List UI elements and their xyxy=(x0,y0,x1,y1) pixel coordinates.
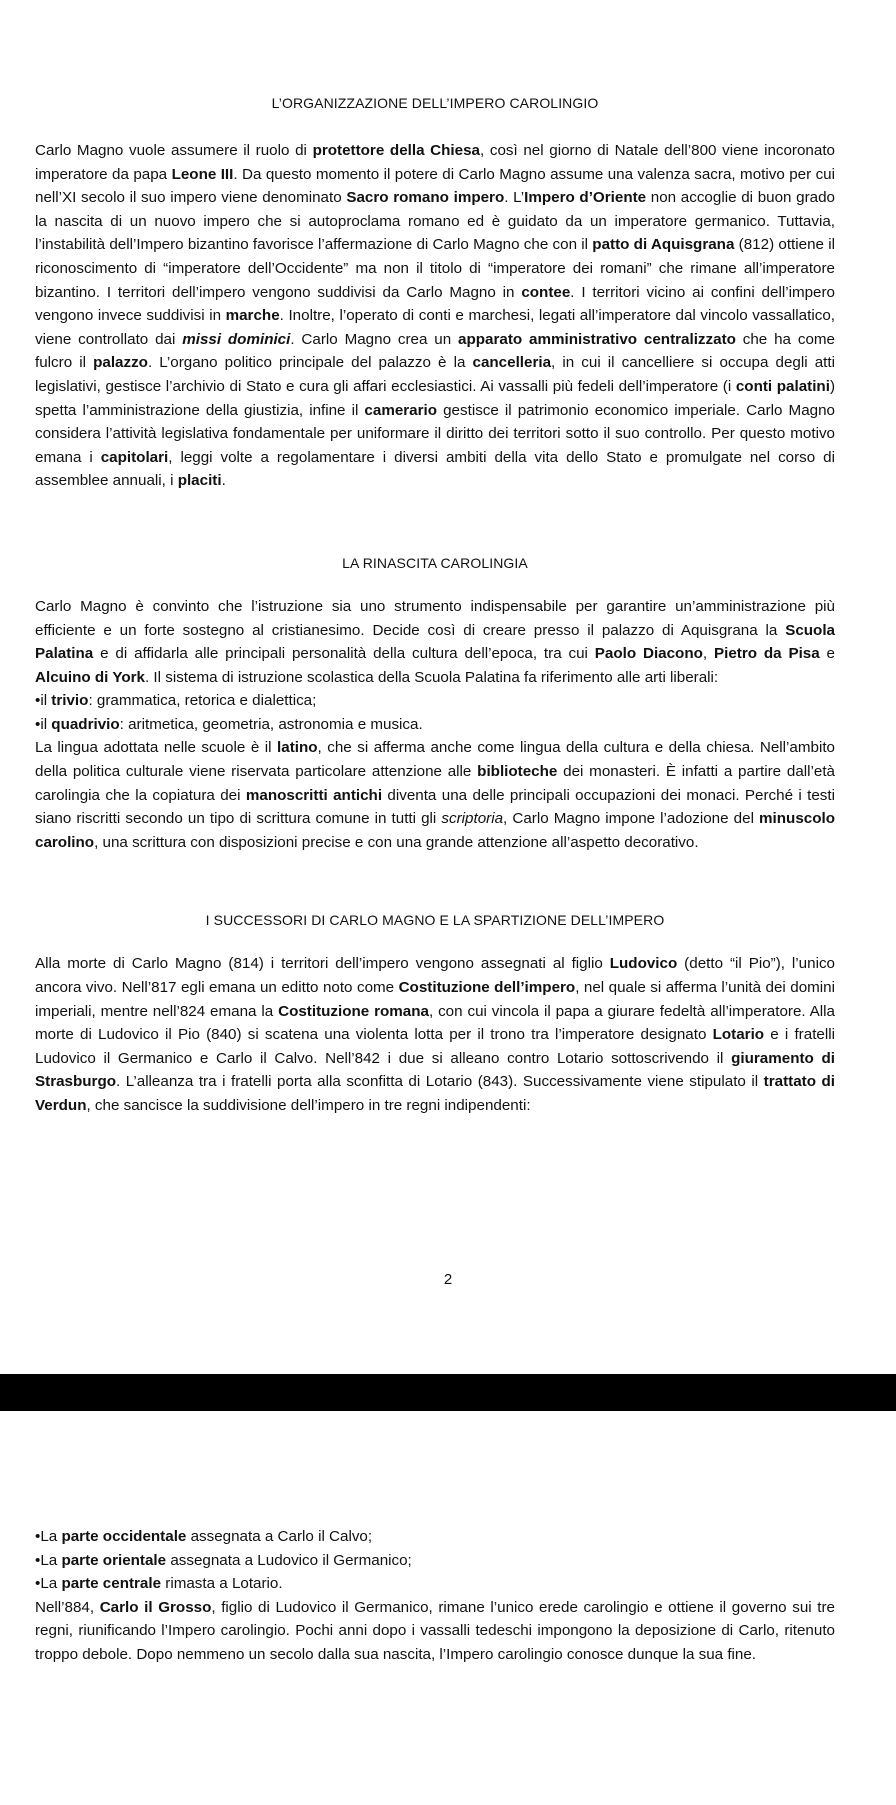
emphasis-text: palazzo xyxy=(93,354,148,372)
emphasis-text: Sacro romano impero xyxy=(346,189,505,207)
emphasis-text: cancelleria xyxy=(472,354,552,372)
emphasis-text: Leone III xyxy=(171,165,234,183)
emphasis-text: scriptoria xyxy=(441,810,504,828)
emphasis-text: patto di Aquisgrana xyxy=(592,236,735,254)
document-page-2 xyxy=(35,1525,835,1667)
section-paragraph-successori: Alla morte di Carlo Magno (814) i territori dell’impero vengono assegnati al figlio Ludovico (detto “il Pio”), l’unico ancora vivo. Nell’817 egli emana un editto noto come Costituzione dell’impero, nel quale si afferma l’unità dei domini imperiali, mentre nell’824 emana la Costituzione romana, con cui vincola il papa a giurare fedeltà all’imperatore. Alla morte di Ludovico il Pio (840) si scatena una violenta lotta per il trono tra l’imperatore designato Lotario e i fratelli Ludovico il Germanico e Carlo il Calvo. Nell’842 i due si alleano contro Lotario sottoscrivendo il giuramento di Strasburgo. L’alleanza tra i fratelli porta alla sconfitta di Lotario (843). Successivamente viene stipulato il trattato di Verdun, che sancisce la suddivisione dell’impero in tre regni indipendenti: xyxy=(35,955,836,1114)
section-title-rinascita: LA RINASCITA CAROLINGIA xyxy=(342,554,528,571)
emphasis-text: Ludovico xyxy=(609,955,678,973)
list-item-quadrivio: •il quadrivio: aritmetica, geometria, astronomia e musica. xyxy=(35,715,423,733)
emphasis-text: missi dominici xyxy=(182,330,291,348)
section-paragraph-rinascita-1: Carlo Magno è convinto che l’istruzione sia uno strumento indispensabile per garantire un’amministrazione più efficiente e un forte sostegno al cristianesimo. Decide così di creare presso il palazzo di Aquisgrana la Scuola Palatina e di affidarla alle principali personalità della cultura dell’epoca, tra cui Paolo Diacono, Pietro da Pisa e Alcuino di York. Il sistema di istruzione scolastica della Scuola Palatina fa riferimento alle arti liberali: xyxy=(35,597,835,686)
section-paragraph-fine-impero: Nell’884, Carlo il Grosso, figlio di Ludovico il Germanico, rimane l’unico erede carolingio e ottiene il governo sui tre regni, riunificando l’Impero carolingio. Pochi anni dopo i vassalli tedeschi impongono la deposizione di Carlo, ritenuto troppo debole. Dopo nemmeno un secolo dalla sua nascita, l’Impero carolingio conosce dunque la sua fine. xyxy=(35,1598,835,1663)
emphasis-text: contee xyxy=(521,283,571,301)
emphasis-text: apparato amministrativo centralizzato xyxy=(458,330,736,348)
emphasis-text: Costituzione romana xyxy=(278,1002,429,1020)
section-title-organizzazione: L’ORGANIZZAZIONE DELL’IMPERO CAROLINGIO xyxy=(271,95,599,111)
list-item-trivio: •il trivio: grammatica, retorica e dialettica; xyxy=(35,692,317,710)
emphasis-text: parte occidentale xyxy=(61,1528,187,1545)
emphasis-text: Carlo il Grosso xyxy=(99,1598,212,1616)
emphasis-text: conti palatini xyxy=(735,377,830,395)
emphasis-text: Alcuino di York xyxy=(35,668,145,686)
emphasis-text: Scuola Palatina xyxy=(35,621,835,663)
emphasis-text: giuramento di Strasburgo xyxy=(35,1049,835,1091)
list-item-parte-occidentale: •La parte occidentale assegnata a Carlo il Calvo; xyxy=(35,1528,373,1545)
emphasis-text: capitolari xyxy=(100,448,169,466)
page-separator xyxy=(0,1374,896,1411)
emphasis-text: camerario xyxy=(364,401,438,419)
emphasis-text: Costituzione dell’impero xyxy=(398,979,576,997)
emphasis-text: trivio xyxy=(51,692,89,710)
emphasis-text: parte orientale xyxy=(61,1551,167,1569)
emphasis-text: Paolo Diacono xyxy=(594,645,703,663)
emphasis-text: marche xyxy=(225,307,280,325)
emphasis-text: manoscritti antichi xyxy=(245,786,383,804)
emphasis-text: placiti xyxy=(177,472,222,490)
document-page-1 xyxy=(35,93,835,1118)
emphasis-text: protettore della Chiesa xyxy=(312,142,480,159)
list-item-parte-orientale: •La parte orientale assegnata a Ludovico il Germanico; xyxy=(35,1551,412,1569)
emphasis-text: Pietro da Pisa xyxy=(713,645,820,663)
emphasis-text: biblioteche xyxy=(477,763,558,781)
section-paragraph-rinascita-2: La lingua adottata nelle scuole è il latino, che si afferma anche come lingua della cultura e della chiesa. Nell’ambito della politica culturale viene riservata particolare attenzione alle biblioteche dei monasteri. È infatti a partire dall’età carolingia che la copiatura dei manoscritti antichi diventa una delle principali occupazioni dei monaci. Perché i testi siano riscritti secondo un tipo di scrittura comune in tutti gli scriptoria, Carlo Magno impone l’adozione del minuscolo carolino, una scrittura con disposizioni precise e con una grande attenzione all’aspetto decorativo. xyxy=(35,739,835,851)
emphasis-text: quadrivio xyxy=(51,715,120,733)
emphasis-text: minuscolo carolino xyxy=(35,810,835,851)
emphasis-text: trattato di Verdun xyxy=(35,1073,836,1114)
emphasis-text: Lotario xyxy=(712,1026,765,1044)
list-item-parte-centrale: •La parte centrale rimasta a Lotario. xyxy=(35,1575,283,1593)
section-title-successori: I SUCCESSORI DI CARLO MAGNO E LA SPARTIZIONE DELL’IMPERO xyxy=(205,912,665,929)
section-paragraph-organizzazione: Carlo Magno vuole assumere il ruolo di protettore della Chiesa, così nel giorno di Natale dell’800 viene incoronato imperatore da papa Leone III. Da questo momento il potere di Carlo Magno assume una valenza sacra, motivo per cui nell’XI secolo il suo impero viene denominato Sacro romano impero. L’Impero d’Oriente non accoglie di buon grado la nascita di un nuovo impero che si autoproclama romano ed è guidato da un imperatore germanico. Tuttavia, l’instabilità dell’Impero bizantino favorisce l’affermazione di Carlo Magno che con il patto di Aquisgrana (812) ottiene il riconoscimento di “imperatore dell’Occidente” ma non il titolo di “imperatore dei romani” che rimane all’imperatore bizantino. I territori dell’impero vengono suddivisi da Carlo Magno in contee. I territori vicino ai confini dell’impero vengono invece suddivisi in marche. Inoltre, l’operato di conti e marchesi, legati all’imperatore dal vincolo vassallatico, viene controllato dai missi dominici. Carlo Magno crea un apparato amministrativo centralizzato che ha come fulcro il palazzo. L’organo politico principale del palazzo è la cancelleria, in cui il cancelliere si occupa degli atti legislativi, gestisce l’archivio di Stato e cura gli affari ecclesiastici. Ai vassalli più fedeli dell’imperatore (i conti palatini) spetta l’amministrazione della giustizia, infine il camerario gestisce il patrimonio economico imperiale. Carlo Magno considera l’attività legislativa fondamentale per uniformare il diritto dei territori sotto il suo controllo. Per questo motivo emana i capitolari, leggi volte a regolamentare i diversi ambiti della vita dello Stato e promulgate nel corso di assemblee annuali, i placiti. xyxy=(35,142,836,490)
emphasis-text: latino xyxy=(277,739,318,757)
emphasis-text: Impero d’Oriente xyxy=(524,189,647,207)
page-number: 2 xyxy=(443,1271,453,1288)
emphasis-text: parte centrale xyxy=(61,1575,162,1593)
